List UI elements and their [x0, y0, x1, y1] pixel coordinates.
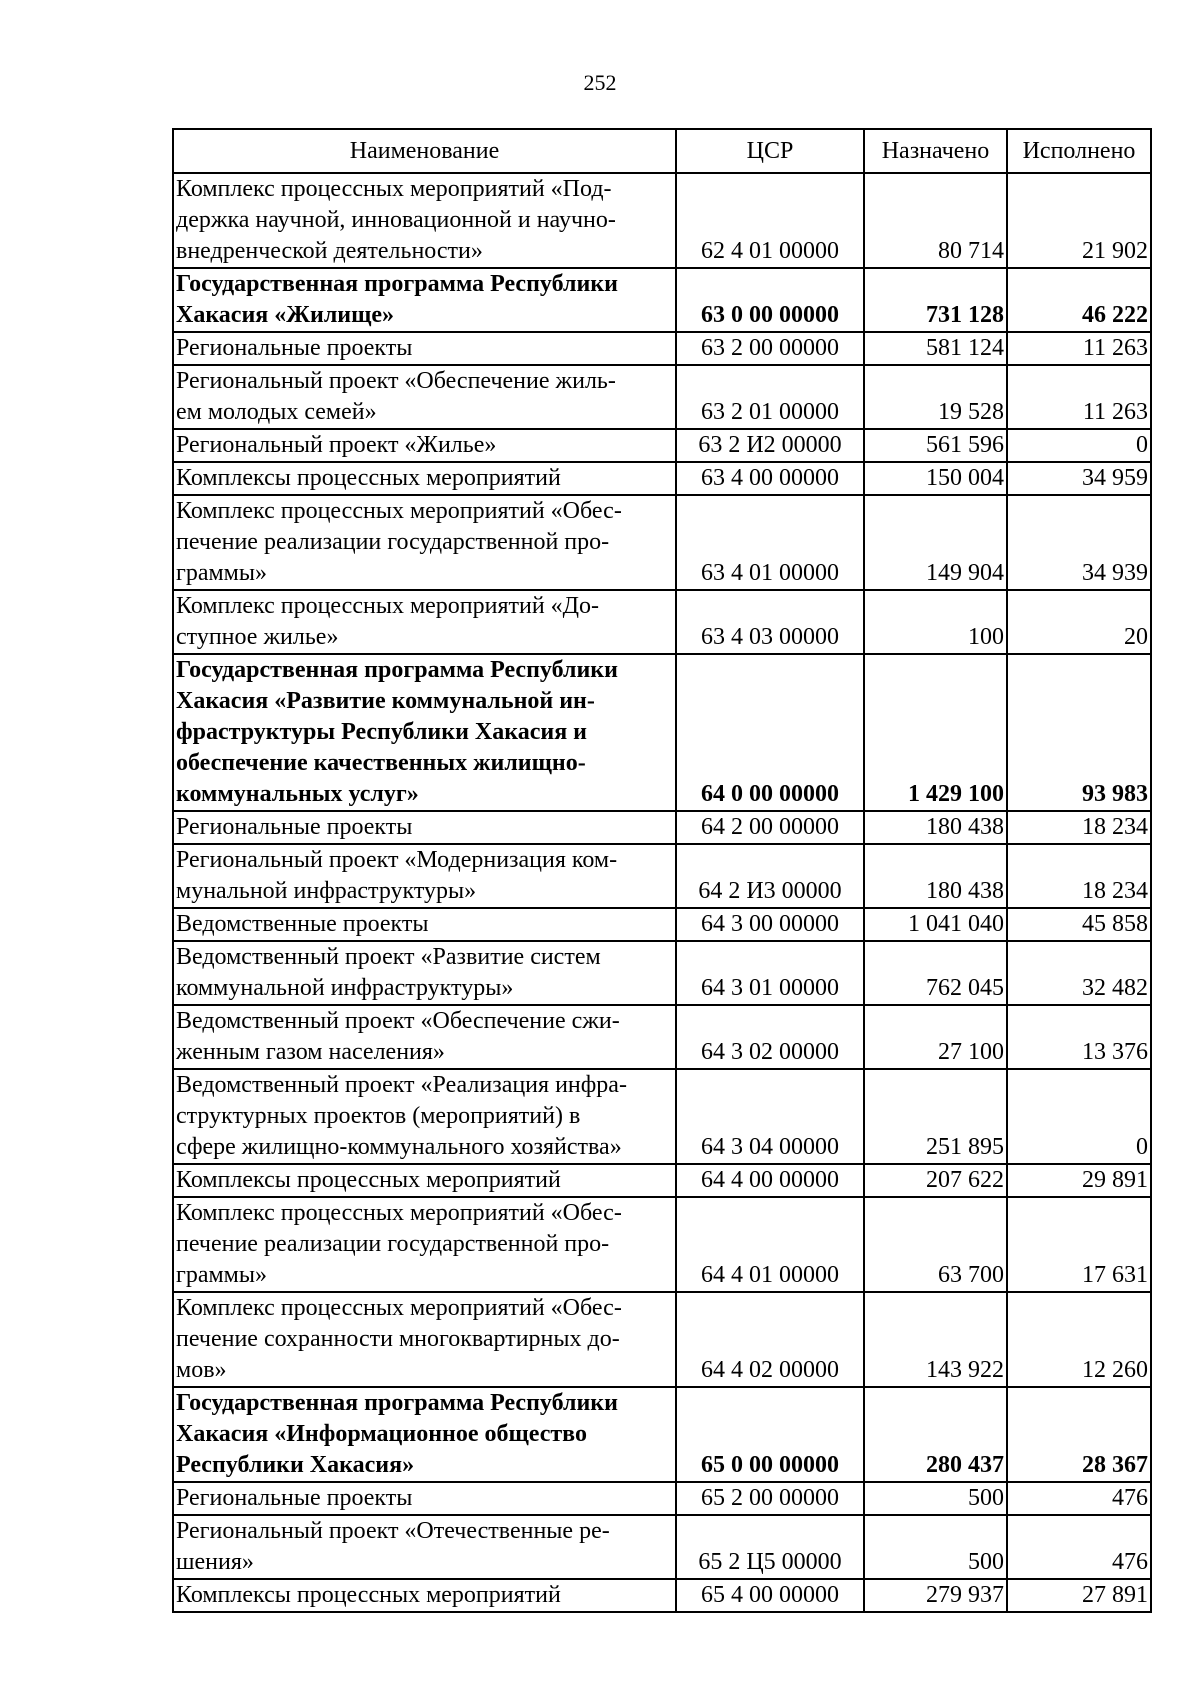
table-row: [173, 590, 1151, 654]
header-plan: Назначено: [864, 129, 1007, 173]
table-row: [173, 1069, 1151, 1164]
row-csr-cell: 64 4 00 00000: [676, 1164, 864, 1197]
row-csr-cell: 65 2 Ц5 00000: [676, 1515, 864, 1579]
row-csr-cell: 65 4 00 00000: [676, 1579, 864, 1612]
row-plan-cell: 251 895: [864, 1069, 1007, 1164]
table-row: [173, 1292, 1151, 1387]
row-name-cell: Государственная программа Республики Хакасия «Жилище»: [173, 268, 676, 332]
table-row: [173, 429, 1151, 462]
row-name-cell: Ведомственный проект «Реализация инфра- структурных проектов (мероприятий) в сфере жилищно-коммунального хозяйства»: [173, 1069, 676, 1164]
row-plan-cell: 149 904: [864, 495, 1007, 590]
row-csr-cell: 65 0 00 00000: [676, 1387, 864, 1482]
row-plan-cell: 80 714: [864, 173, 1007, 268]
row-name-cell: Комплексы процессных мероприятий: [173, 1579, 676, 1612]
table-row: [173, 332, 1151, 365]
row-name-cell: Ведомственные проекты: [173, 908, 676, 941]
row-csr-cell: 63 4 01 00000: [676, 495, 864, 590]
row-plan-cell: 500: [864, 1482, 1007, 1515]
row-plan-cell: 63 700: [864, 1197, 1007, 1292]
row-csr-cell: 64 3 04 00000: [676, 1069, 864, 1164]
row-plan-cell: 143 922: [864, 1292, 1007, 1387]
table-row: [173, 173, 1151, 268]
row-plan-cell: 19 528: [864, 365, 1007, 429]
row-done-cell: 34 959: [1007, 462, 1151, 495]
table-row: [173, 654, 1151, 811]
row-name-cell: Ведомственный проект «Развитие систем коммунальной инфраструктуры»: [173, 941, 676, 1005]
row-name-cell: Региональные проекты: [173, 811, 676, 844]
row-name-cell: Комплекс процессных мероприятий «Обес- печение реализации государственной про- граммы»: [173, 495, 676, 590]
header-name: Наименование: [173, 129, 676, 173]
row-name-cell: Комплекс процессных мероприятий «Под- держка научной, инновационной и научно- внедренческой деятельности»: [173, 173, 676, 268]
row-csr-cell: 64 0 00 00000: [676, 654, 864, 811]
row-name-cell: Региональные проекты: [173, 332, 676, 365]
row-done-cell: 32 482: [1007, 941, 1151, 1005]
row-csr-cell: 63 0 00 00000: [676, 268, 864, 332]
table-row: [173, 908, 1151, 941]
table-row: [173, 811, 1151, 844]
row-csr-cell: 63 2 01 00000: [676, 365, 864, 429]
row-csr-cell: 64 4 01 00000: [676, 1197, 864, 1292]
row-name-cell: Государственная программа Республики Хакасия «Информационное общество Республики Хакасия»: [173, 1387, 676, 1482]
row-csr-cell: 65 2 00 00000: [676, 1482, 864, 1515]
row-plan-cell: 100: [864, 590, 1007, 654]
row-name-cell: Комплексы процессных мероприятий: [173, 462, 676, 495]
row-done-cell: 476: [1007, 1515, 1151, 1579]
row-done-cell: 34 939: [1007, 495, 1151, 590]
row-name-cell: Региональный проект «Модернизация ком- мунальной инфраструктуры»: [173, 844, 676, 908]
page-number: 252: [583, 70, 617, 95]
header-csr: ЦСР: [676, 129, 864, 173]
row-plan-cell: 581 124: [864, 332, 1007, 365]
row-done-cell: 17 631: [1007, 1197, 1151, 1292]
row-csr-cell: 62 4 01 00000: [676, 173, 864, 268]
row-done-cell: 476: [1007, 1482, 1151, 1515]
row-done-cell: 18 234: [1007, 844, 1151, 908]
row-plan-cell: 731 128: [864, 268, 1007, 332]
table-row: [173, 1005, 1151, 1069]
row-csr-cell: 64 3 00 00000: [676, 908, 864, 941]
row-name-cell: Региональный проект «Обеспечение жиль- ем молодых семей»: [173, 365, 676, 429]
row-plan-cell: 150 004: [864, 462, 1007, 495]
row-done-cell: 45 858: [1007, 908, 1151, 941]
table-row: [173, 268, 1151, 332]
row-done-cell: 18 234: [1007, 811, 1151, 844]
row-name-cell: Комплекс процессных мероприятий «До- ступное жилье»: [173, 590, 676, 654]
row-name-cell: Региональный проект «Жилье»: [173, 429, 676, 462]
table-row: [173, 365, 1151, 429]
row-name-cell: Комплекс процессных мероприятий «Обес- печение реализации государственной про- граммы»: [173, 1197, 676, 1292]
row-done-cell: 46 222: [1007, 268, 1151, 332]
budget-table: [172, 128, 1152, 1613]
row-plan-cell: 180 438: [864, 844, 1007, 908]
row-done-cell: 29 891: [1007, 1164, 1151, 1197]
row-done-cell: 11 263: [1007, 365, 1151, 429]
row-name-cell: Государственная программа Республики Хакасия «Развитие коммунальной ин- фраструктуры Республики Хакасия и обеспечение качественных жилищно- коммунальных услуг»: [173, 654, 676, 811]
row-name-cell: Комплекс процессных мероприятий «Обес- печение сохранности многоквартирных до- мов»: [173, 1292, 676, 1387]
row-csr-cell: 63 4 03 00000: [676, 590, 864, 654]
row-name-cell: Ведомственный проект «Обеспечение сжи- женным газом населения»: [173, 1005, 676, 1069]
row-done-cell: 93 983: [1007, 654, 1151, 811]
row-plan-cell: 500: [864, 1515, 1007, 1579]
row-csr-cell: 63 4 00 00000: [676, 462, 864, 495]
row-plan-cell: 1 041 040: [864, 908, 1007, 941]
row-name-cell: Региональные проекты: [173, 1482, 676, 1515]
row-done-cell: 11 263: [1007, 332, 1151, 365]
row-csr-cell: 64 2 И3 00000: [676, 844, 864, 908]
table-row: [173, 941, 1151, 1005]
row-plan-cell: 1 429 100: [864, 654, 1007, 811]
row-name-cell: Региональный проект «Отечественные ре- шения»: [173, 1515, 676, 1579]
table-row: [173, 1164, 1151, 1197]
row-plan-cell: 279 937: [864, 1579, 1007, 1612]
table-header-row: [173, 129, 1151, 173]
table-body: [173, 173, 1151, 1612]
row-csr-cell: 63 2 00 00000: [676, 332, 864, 365]
table-row: [173, 844, 1151, 908]
table-row: [173, 462, 1151, 495]
table-row: [173, 1197, 1151, 1292]
row-done-cell: 12 260: [1007, 1292, 1151, 1387]
table-row: [173, 1482, 1151, 1515]
row-plan-cell: 207 622: [864, 1164, 1007, 1197]
row-done-cell: 27 891: [1007, 1579, 1151, 1612]
row-done-cell: 13 376: [1007, 1005, 1151, 1069]
row-plan-cell: 180 438: [864, 811, 1007, 844]
row-csr-cell: 64 4 02 00000: [676, 1292, 864, 1387]
row-csr-cell: 64 3 02 00000: [676, 1005, 864, 1069]
row-done-cell: 0: [1007, 1069, 1151, 1164]
table-row: [173, 1387, 1151, 1482]
row-plan-cell: 762 045: [864, 941, 1007, 1005]
row-done-cell: 21 902: [1007, 173, 1151, 268]
row-plan-cell: 280 437: [864, 1387, 1007, 1482]
table-row: [173, 495, 1151, 590]
row-name-cell: Комплексы процессных мероприятий: [173, 1164, 676, 1197]
row-done-cell: 0: [1007, 429, 1151, 462]
table-row: [173, 1515, 1151, 1579]
row-done-cell: 28 367: [1007, 1387, 1151, 1482]
table-row: [173, 1579, 1151, 1612]
row-csr-cell: 64 2 00 00000: [676, 811, 864, 844]
row-csr-cell: 63 2 И2 00000: [676, 429, 864, 462]
row-csr-cell: 64 3 01 00000: [676, 941, 864, 1005]
row-done-cell: 20: [1007, 590, 1151, 654]
row-plan-cell: 27 100: [864, 1005, 1007, 1069]
header-done: Исполнено: [1007, 129, 1151, 173]
row-plan-cell: 561 596: [864, 429, 1007, 462]
